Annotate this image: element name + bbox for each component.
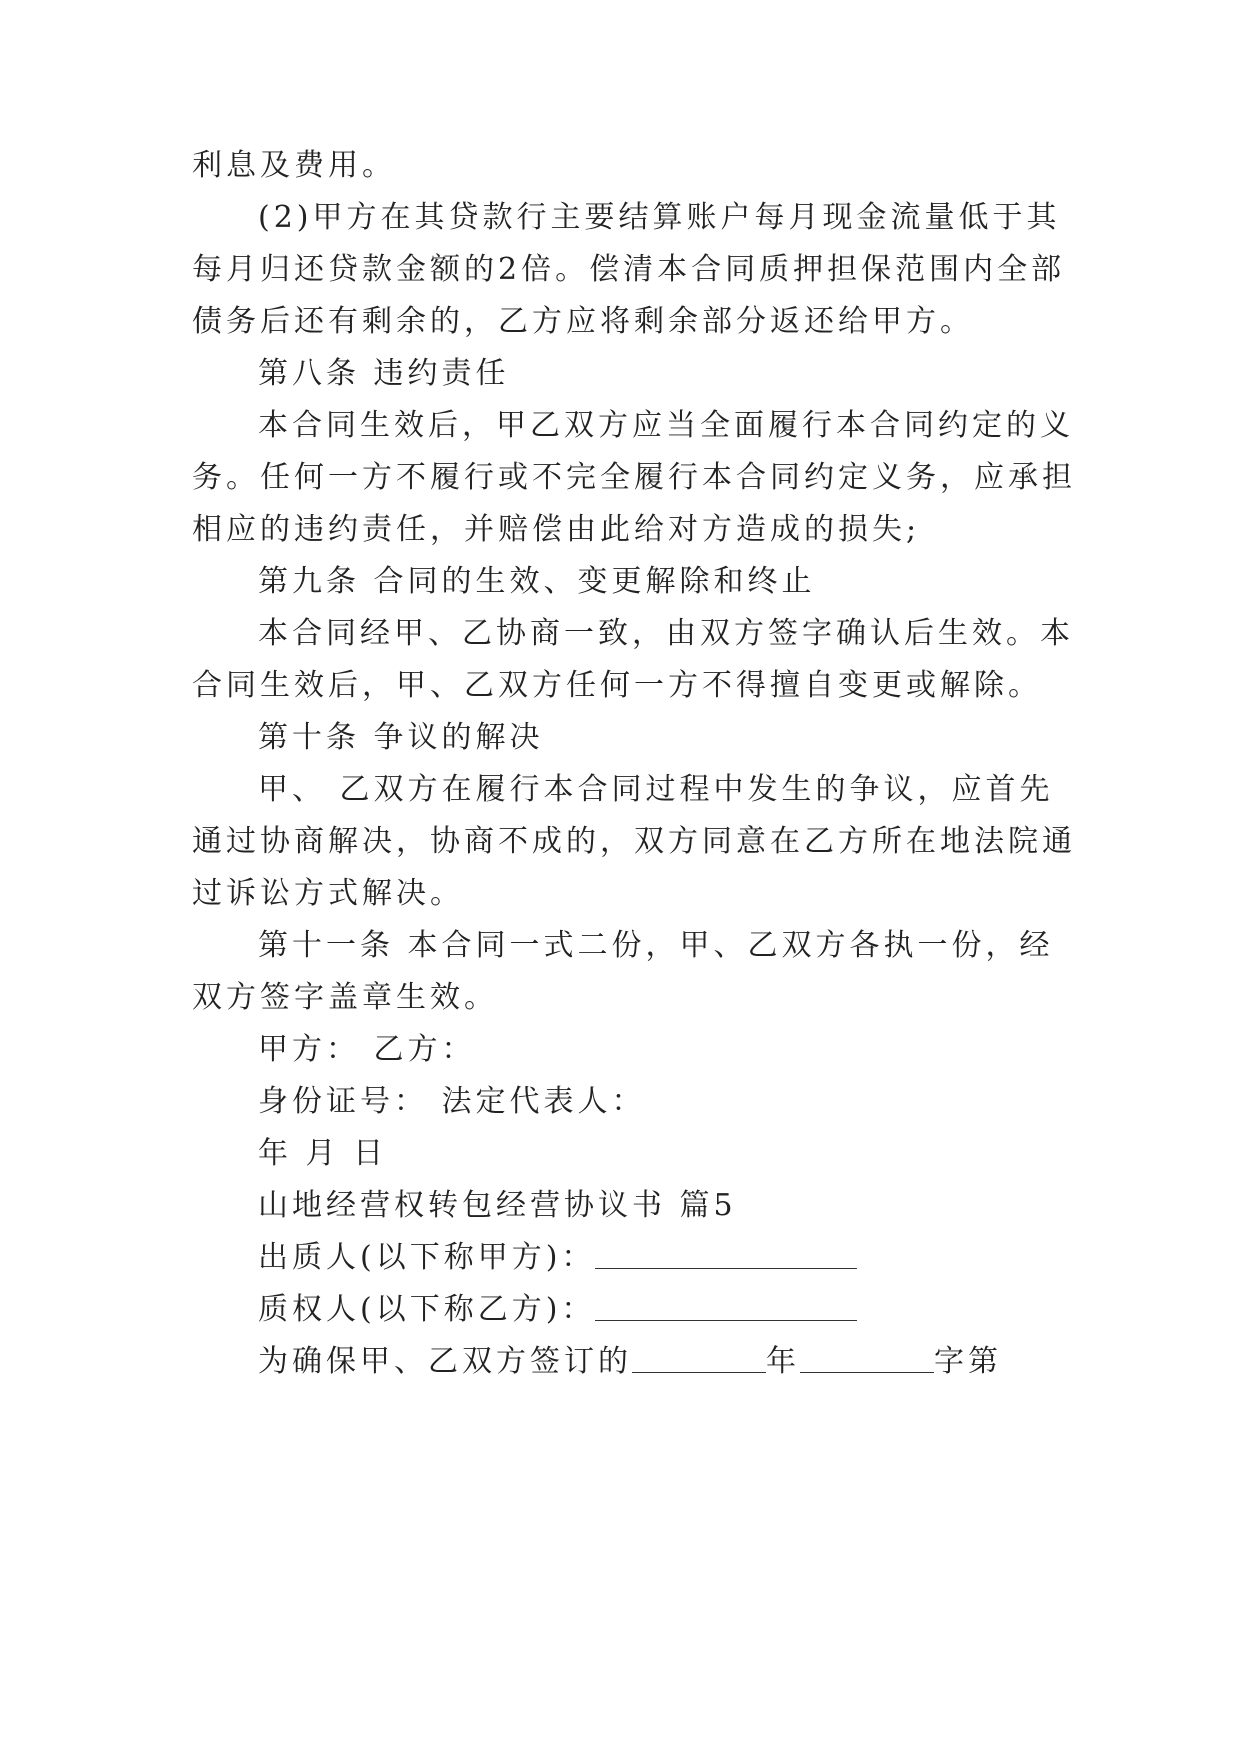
article-10-heading: 第十条 争议的解决 [258, 720, 544, 755]
article-8-heading: 第八条 违约责任 [258, 356, 510, 391]
year-label: 年 [766, 1344, 800, 1379]
pledgor-label: 出质人(以下称甲方)： [258, 1240, 596, 1275]
pledgee-label: 质权人(以下称乙方)： [258, 1292, 596, 1327]
contract-reference-line [258, 1340, 1052, 1384]
text-line-6: 本合同生效后，甲乙双方应当全面履行本合同约定的义 [258, 408, 1074, 443]
number-label: 字第 [934, 1344, 1002, 1379]
pledgor-blank [595, 1238, 857, 1269]
text-line-7: 务。任何一方不履行或不完全履行本合同约定义务，应承担 [192, 460, 1076, 495]
text-line-10: 本合同经甲、乙协商一致，由双方签字确认后生效。本 [258, 616, 1074, 651]
text-line-17: 双方签字盖章生效。 [192, 980, 498, 1015]
text-line-4: 债务后还有剩余的，乙方应将剩余部分返还给甲方。 [192, 304, 974, 339]
text-line-8: 相应的违约责任，并赔偿由此给对方造成的损失; [192, 512, 921, 547]
text-line-2: (2)甲方在其贷款行主要结算账户每月现金流量低于其 [258, 200, 1061, 235]
year-blank [632, 1342, 766, 1373]
text-line-14: 通过协商解决，协商不成的，双方同意在乙方所在地法院通 [192, 824, 1076, 859]
pledgee-line [258, 1288, 1052, 1332]
contract-reference-text: 为确保甲、乙双方签订的 [258, 1344, 632, 1379]
article-9-heading: 第九条 合同的生效、变更解除和终止 [258, 564, 816, 599]
text-line-15: 过诉讼方式解决。 [192, 876, 464, 911]
party-signature-line: 甲方： 乙方： [258, 1032, 476, 1067]
article-11-line: 第十一条 本合同一式二份，甲、乙双方各执一份，经 [258, 928, 1054, 963]
number-blank [800, 1342, 934, 1373]
text-line-3: 每月归还贷款金额的2倍。偿清本合同质押担保范围内全部 [192, 252, 1066, 287]
text-line-1: 利息及费用。 [192, 148, 396, 183]
id-representative-line: 身份证号： 法定代表人： [258, 1084, 646, 1119]
pledgee-blank [595, 1290, 857, 1321]
text-line-13: 甲、 乙双方在履行本合同过程中发生的争议，应首先 [258, 772, 1054, 807]
date-line: 年 月 日 [258, 1136, 388, 1171]
pledgor-line [258, 1236, 1052, 1280]
text-line-11: 合同生效后，甲、乙双方任何一方不得擅自变更或解除。 [192, 668, 1042, 703]
section-title: 山地经营权转包经营协议书 篇5 [258, 1188, 737, 1223]
